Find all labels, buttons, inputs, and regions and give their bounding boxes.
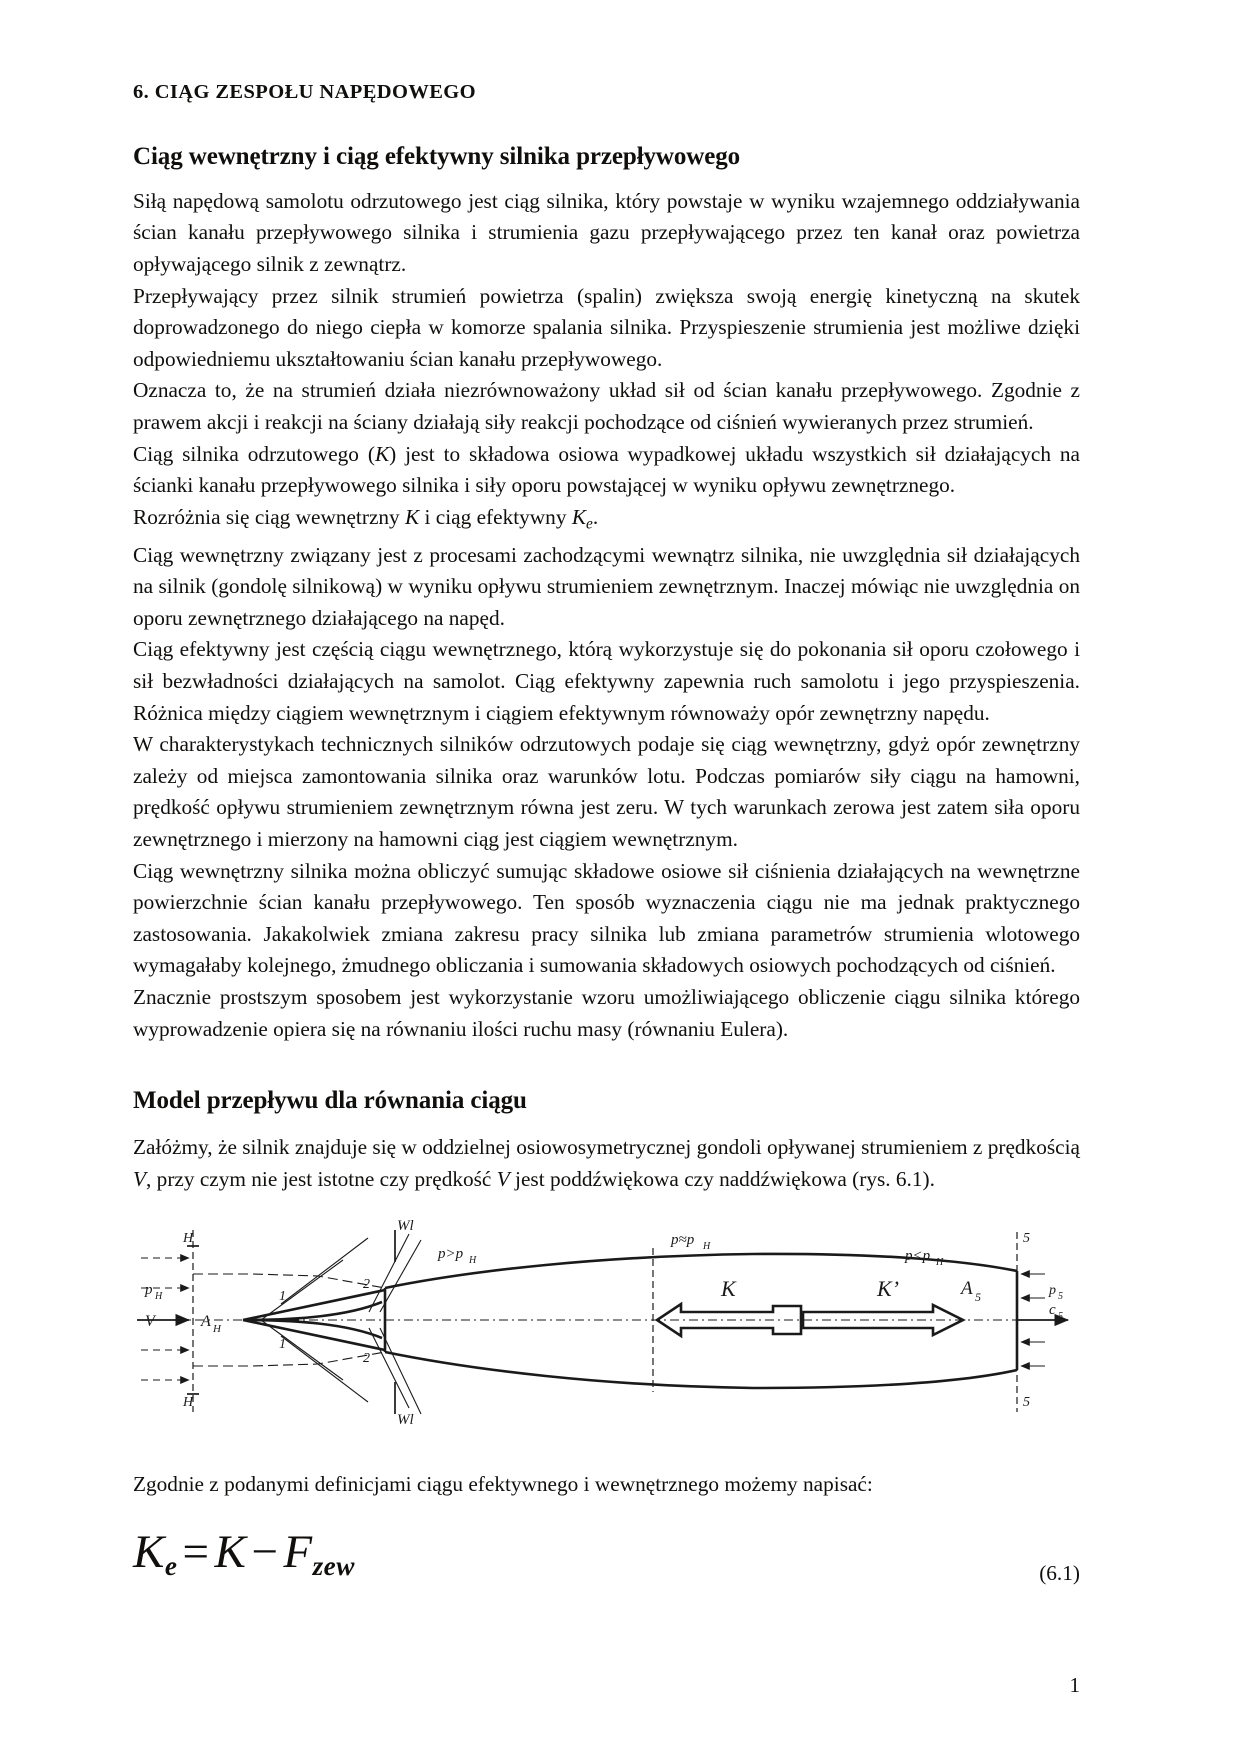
label-station-5-bottom: 5 <box>1023 1394 1030 1410</box>
label-station-2-bottom: 2 <box>363 1350 370 1366</box>
paragraph-11: Załóżmy, że silnik znajduje się w oddzielnej osiowosymetrycznej gondoli opływanej strumieniem z prędkością V, przy czym nie jest istotne czy prędkość V jest poddźwiękowa czy naddźwiękowa (rys. 6.1). <box>133 1135 1080 1191</box>
label-c-5-sub: 5 <box>1058 1310 1063 1322</box>
label-station-5-top: 5 <box>1023 1230 1030 1246</box>
paragraph-10: Znacznie prostszym sposobem jest wykorzystanie wzoru umożliwiającego obliczenie ciągu silnika którego wyprowadzenie opiera się na równaniu ilości ruchu masy (równaniu Eulera). <box>133 984 1080 1041</box>
equation-equals: = <box>182 1526 210 1579</box>
figure-flow-model <box>133 1216 1080 1451</box>
equation-row <box>133 1522 1080 1592</box>
closing-caption: Zgodnie z podanymi definicjami ciągu efektywnego i wewnętrznego możemy napisać: <box>133 1471 873 1496</box>
label-pressure-lower-sub: H <box>936 1256 944 1268</box>
section-heading-flow-model: Model przepływu dla równania ciągu <box>133 1087 527 1115</box>
label-station-H-bottom: H <box>183 1394 194 1410</box>
paragraph-4: Ciąg silnika odrzutowego (K) jest to składowa osiowa wypadkowej układu wszystkich sił działających na ścianki kanału przepływowego silnika i siły oporu powstającej w wyniku opływu zewnętrznego. <box>133 441 1081 498</box>
paragraph-2: Przepływający przez silnik strumień powietrza (spalin) zwiększa swoją energię kinetyczną na skutek doprowadzonego do niego ciepła w komorze spalania silnika. Przyspieszenie strumienia jest możliwe dzięki odpowiedniemu ukształtowaniu ścian kanału przepływowego. <box>133 283 1080 371</box>
label-station-1-bottom: 1 <box>279 1336 286 1352</box>
streamtube-lower <box>193 1352 385 1366</box>
label-station-H-top: H <box>183 1230 194 1246</box>
paragraph-8: W charakterystykach technicznych silników odrzutowych podaje się ciąg wewnętrzny, gdyż opór zewnętrzny zależy od miejsca zamontowania silnika oraz warunków lotu. Podczas pomiarów siły ciągu na hamowni, prędkość opływu strumieniem zewnętrznym równa jest zeru. W tych warunkach zerowa jest zatem siła oporu zewnętrznego i mierzony na hamowni ciąg jest ciągiem wewnętrznym. <box>133 732 1080 851</box>
label-p-H-sub: H <box>155 1290 163 1302</box>
label-pressure-lower: p<p <box>905 1247 931 1264</box>
equation-number: (6.1) <box>1039 1561 1080 1586</box>
label-pressure-higher: p>p <box>438 1245 464 1262</box>
station-2-leaders <box>369 1230 421 1414</box>
page-content <box>133 80 1080 1592</box>
streamtube-upper <box>193 1274 385 1288</box>
label-pressure-higher-sub: H <box>469 1254 477 1266</box>
label-pressure-equal-sub: H <box>703 1240 711 1252</box>
nacelle-lower-contour <box>385 1352 1017 1388</box>
equation-minus: − <box>251 1526 279 1579</box>
equation-term2: F <box>283 1526 313 1579</box>
label-station-1-top: 1 <box>279 1288 286 1304</box>
paragraph-9: Ciąg wewnętrzny silnika można obliczyć sumując składowe osiowe sił ciśnienia działających na wewnętrzne powierzchnie ścian kanału przepływowego. Ten sposób wyznaczenia ciągu nie ma jednak praktycznego zastosowania. Jakakolwiek zmiana zakresu pracy silnika lub zmiana parametrów strumienia wlotowego wymagałaby kolejnego, żmudnego obliczania i sumowania składowych osiowych pochodzących od ciśnień. <box>133 858 1080 978</box>
paragraph-3: Oznacza to, że na strumień działa niezrównoważony układ sił od ścian kanału przepływowego. Zgodnie z prawem akcji i reakcji na ściany działają siły reakcji pochodzące od ciśnień wywieranych przez strumień. <box>133 378 1080 434</box>
paragraph-6: Ciąg wewnętrzny związany jest z procesami zachodzącymi wewnątrz silnika, nie uwzględnia sił działających na silnik (gondolę silnikową) w wyniku opływu strumieniem zewnętrznym. Inaczej mówiąc nie uwzględnia on oporu zewnętrznego działającego na napęd. <box>133 542 1080 630</box>
label-pressure-equal: p≈p <box>671 1231 695 1248</box>
label-A-H-sub: H <box>213 1322 221 1335</box>
label-V: V <box>145 1312 155 1330</box>
equation-lhs: K <box>133 1526 165 1579</box>
label-thrust-Kprime: K’ <box>877 1275 899 1301</box>
label-c-5: c <box>1049 1301 1056 1318</box>
equation-term2-sub: zew <box>312 1551 355 1582</box>
label-p-5-sub: 5 <box>1058 1290 1063 1302</box>
label-p-5: p <box>1049 1282 1056 1298</box>
label-p-H: p <box>145 1281 153 1298</box>
equation-6-1 <box>133 1522 1080 1596</box>
label-thrust-K: K <box>721 1275 736 1301</box>
label-A-5-sub: 5 <box>975 1289 981 1304</box>
paragraph-7: Ciąg efektywny jest częścią ciągu wewnętrznego, którą wykorzystuje się do pokonania sił oporu czołowego i sił bezwładności działających na samolot. Ciąg efektywny zapewnia ruch samolotu i jego przyspieszenia. Różnica między ciągiem wewnętrznym i ciągiem efektywnym równoważy opór zewnętrzny napędu. <box>133 637 1080 725</box>
chapter-title: 6. CIĄG ZESPOŁU NAPĘDOWEGO <box>133 81 476 103</box>
label-station-2-top: 2 <box>363 1276 370 1292</box>
label-Wl-top: Wl <box>397 1217 414 1234</box>
paragraph-1: Siłą napędową samolotu odrzutowego jest ciąg silnika, który powstaje w wyniku wzajemnego oddziaływania ścian kanału przepływowego silnika i strumienia gazu przepływającego przez ten kanał oraz powietrza opływającego silnik z zewnątrz. <box>133 188 1080 277</box>
section-heading-thrust: Ciąg wewnętrzny i ciąg efektywny silnika przepływowego <box>133 142 741 170</box>
label-Wl-bottom: Wl <box>397 1411 414 1428</box>
equation-term1: K <box>214 1526 247 1579</box>
label-A-5: A <box>961 1277 973 1299</box>
paragraph-5: Rozróżnia się ciąg wewnętrzny K i ciąg efektywny $K_e$. <box>133 504 599 533</box>
equation-lhs-sub: e <box>164 1551 178 1582</box>
flow-model-diagram <box>133 1216 1080 1451</box>
page-number: 1 <box>1069 1673 1080 1697</box>
label-A-H: A <box>201 1312 211 1330</box>
